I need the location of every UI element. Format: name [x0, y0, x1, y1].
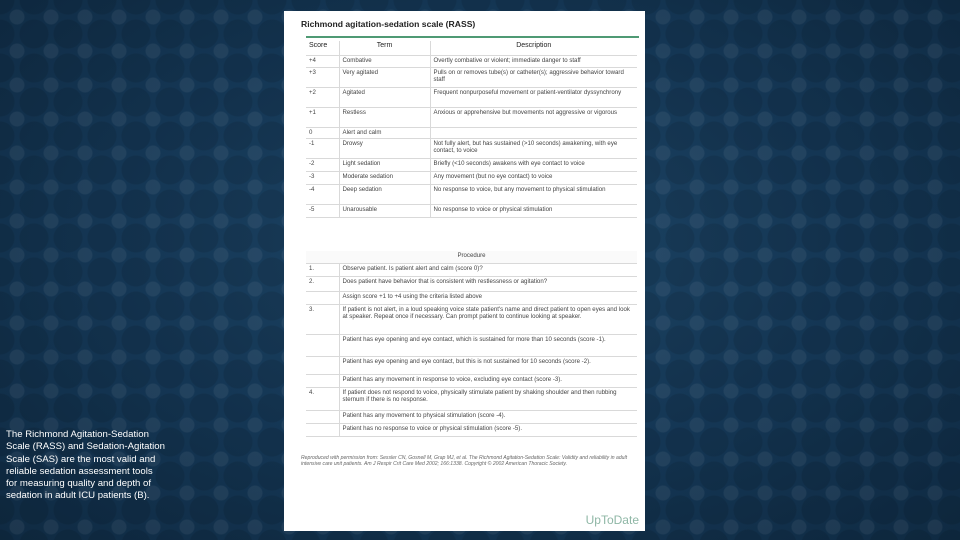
rass-row: [306, 171, 637, 184]
procedure-step-cell: 2.: [306, 276, 339, 291]
rass-term-cell: Drowsy: [339, 138, 430, 158]
rass-header-row: [306, 41, 637, 55]
rass-description-cell: Pulls on or removes tube(s) or catheter(s); aggressive behavior toward staff: [430, 67, 637, 87]
procedure-row: [306, 291, 637, 304]
rass-document: [284, 11, 645, 531]
document-title: Richmond agitation-sedation scale (RASS): [301, 19, 476, 29]
rass-row: [306, 127, 637, 138]
procedure-row: [306, 423, 637, 436]
procedure-step-cell: [306, 423, 339, 436]
rass-description-cell: Overtly combative or violent; immediate danger to staff: [430, 56, 637, 67]
uptodate-logo: UpToDate: [585, 513, 639, 527]
rass-score-cell: +4: [306, 56, 339, 67]
rass-description-cell: Not fully alert, but has sustained (>10 seconds) awakening, with eye contact, to voice: [430, 138, 637, 158]
rass-term-cell: Very agitated: [339, 67, 430, 87]
procedure-header: Procedure: [306, 251, 637, 263]
rass-rows: [306, 56, 637, 217]
procedure-row: [306, 374, 637, 387]
procedure-rows: [306, 263, 637, 436]
procedure-row: [306, 304, 637, 334]
procedure-text-cell: Patient has eye opening and eye contact, which is sustained for more than 10 seconds (score -1).: [339, 334, 637, 356]
procedure-text-cell: Assign score +1 to +4 using the criteria listed above: [339, 291, 637, 304]
procedure-row: [306, 356, 637, 374]
rass-row: [306, 67, 637, 87]
procedure-header-row: [306, 251, 637, 263]
reference-note: Reproduced with permission from: Sessler CN, Gosnell M, Grap MJ, et al. The Richmond Agitation-Sedation Scale: Validity and reliability in adult intensive care unit patients. Am J Respir Crit Care Med 2002; 166:1338. Copyright © 2002 American Thoracic Society.: [301, 455, 628, 468]
rass-term-cell: Unarousable: [339, 204, 430, 217]
procedure-row: [306, 276, 637, 291]
rass-description-cell: Anxious or apprehensive but movements not aggressive or vigorous: [430, 107, 637, 127]
procedure-step-cell: 1.: [306, 263, 339, 276]
rass-description-cell: Any movement (but no eye contact) to voice: [430, 171, 637, 184]
score-header: Score: [306, 41, 339, 55]
procedure-row: [306, 410, 637, 423]
procedure-text-cell: Patient has any movement to physical stimulation (score -4).: [339, 410, 637, 423]
procedure-text-cell: Patient has any movement in response to voice, excluding eye contact (score -3).: [339, 374, 637, 387]
procedure-row: [306, 334, 637, 356]
rass-score-cell: -5: [306, 204, 339, 217]
rass-description-cell: No response to voice, but any movement to physical stimulation: [430, 184, 637, 204]
term-header: Term: [339, 41, 430, 55]
procedure-row: [306, 387, 637, 410]
title-divider: [306, 36, 639, 38]
rass-term-cell: Alert and calm: [339, 127, 430, 138]
procedure-step-cell: 4.: [306, 387, 339, 410]
procedure-text-cell: If patient is not alert, in a loud speaking voice state patient's name and direct patient to open eyes and look at speaker. Repeat once if necessary. Can prompt patient to continue looking at speaker.: [339, 304, 637, 334]
rass-score-cell: +2: [306, 87, 339, 107]
description-header: Description: [430, 41, 637, 55]
rass-term-cell: Agitated: [339, 87, 430, 107]
rass-term-cell: Deep sedation: [339, 184, 430, 204]
procedure-row: [306, 263, 637, 276]
rass-row: [306, 56, 637, 67]
rass-row: [306, 138, 637, 158]
rass-score-cell: -3: [306, 171, 339, 184]
rass-row: [306, 107, 637, 127]
rass-score-cell: +1: [306, 107, 339, 127]
rass-rows-table: [306, 56, 637, 218]
rass-term-cell: Combative: [339, 56, 430, 67]
rass-row: [306, 87, 637, 107]
procedure-text-cell: Patient has eye opening and eye contact, but this is not sustained for 10 seconds (score -2).: [339, 356, 637, 374]
rass-term-cell: Restless: [339, 107, 430, 127]
procedure-text-cell: Observe patient. Is patient alert and calm (score 0)?: [339, 263, 637, 276]
rass-row: [306, 204, 637, 217]
rass-description-cell: [430, 127, 637, 138]
rass-term-cell: Light sedation: [339, 158, 430, 171]
procedure-step-cell: [306, 356, 339, 374]
rass-row: [306, 158, 637, 171]
rass-table: [306, 41, 637, 56]
procedure-text-cell: Does patient have behavior that is consistent with restlessness or agitation?: [339, 276, 637, 291]
rass-score-cell: -1: [306, 138, 339, 158]
rass-score-cell: -4: [306, 184, 339, 204]
procedure-step-cell: [306, 374, 339, 387]
rass-description-cell: Briefly (<10 seconds) awakens with eye contact to voice: [430, 158, 637, 171]
procedure-text-cell: Patient has no response to voice or physical stimulation (score -5).: [339, 423, 637, 436]
procedure-step-cell: [306, 291, 339, 304]
rass-term-cell: Moderate sedation: [339, 171, 430, 184]
procedure-table: [306, 251, 637, 437]
rass-description-cell: Frequent nonpurposeful movement or patient-ventilator dyssynchrony: [430, 87, 637, 107]
rass-score-cell: 0: [306, 127, 339, 138]
rass-score-cell: +3: [306, 67, 339, 87]
procedure-step-cell: [306, 334, 339, 356]
procedure-step-cell: [306, 410, 339, 423]
rass-score-cell: -2: [306, 158, 339, 171]
slide-caption: The Richmond Agitation-Sedation Scale (RASS) and Sedation-Agitation Scale (SAS) are the most valid and reliable sedation assessment tools for measuring quality and depth of sedation in adult ICU patients (B).: [6, 429, 165, 502]
procedure-text-cell: If patient does not respond to voice, physically stimulate patient by shaking shoulder and then rubbing sternum if there is no response.: [339, 387, 637, 410]
procedure-step-cell: 3.: [306, 304, 339, 334]
rass-description-cell: No response to voice or physical stimulation: [430, 204, 637, 217]
rass-row: [306, 184, 637, 204]
